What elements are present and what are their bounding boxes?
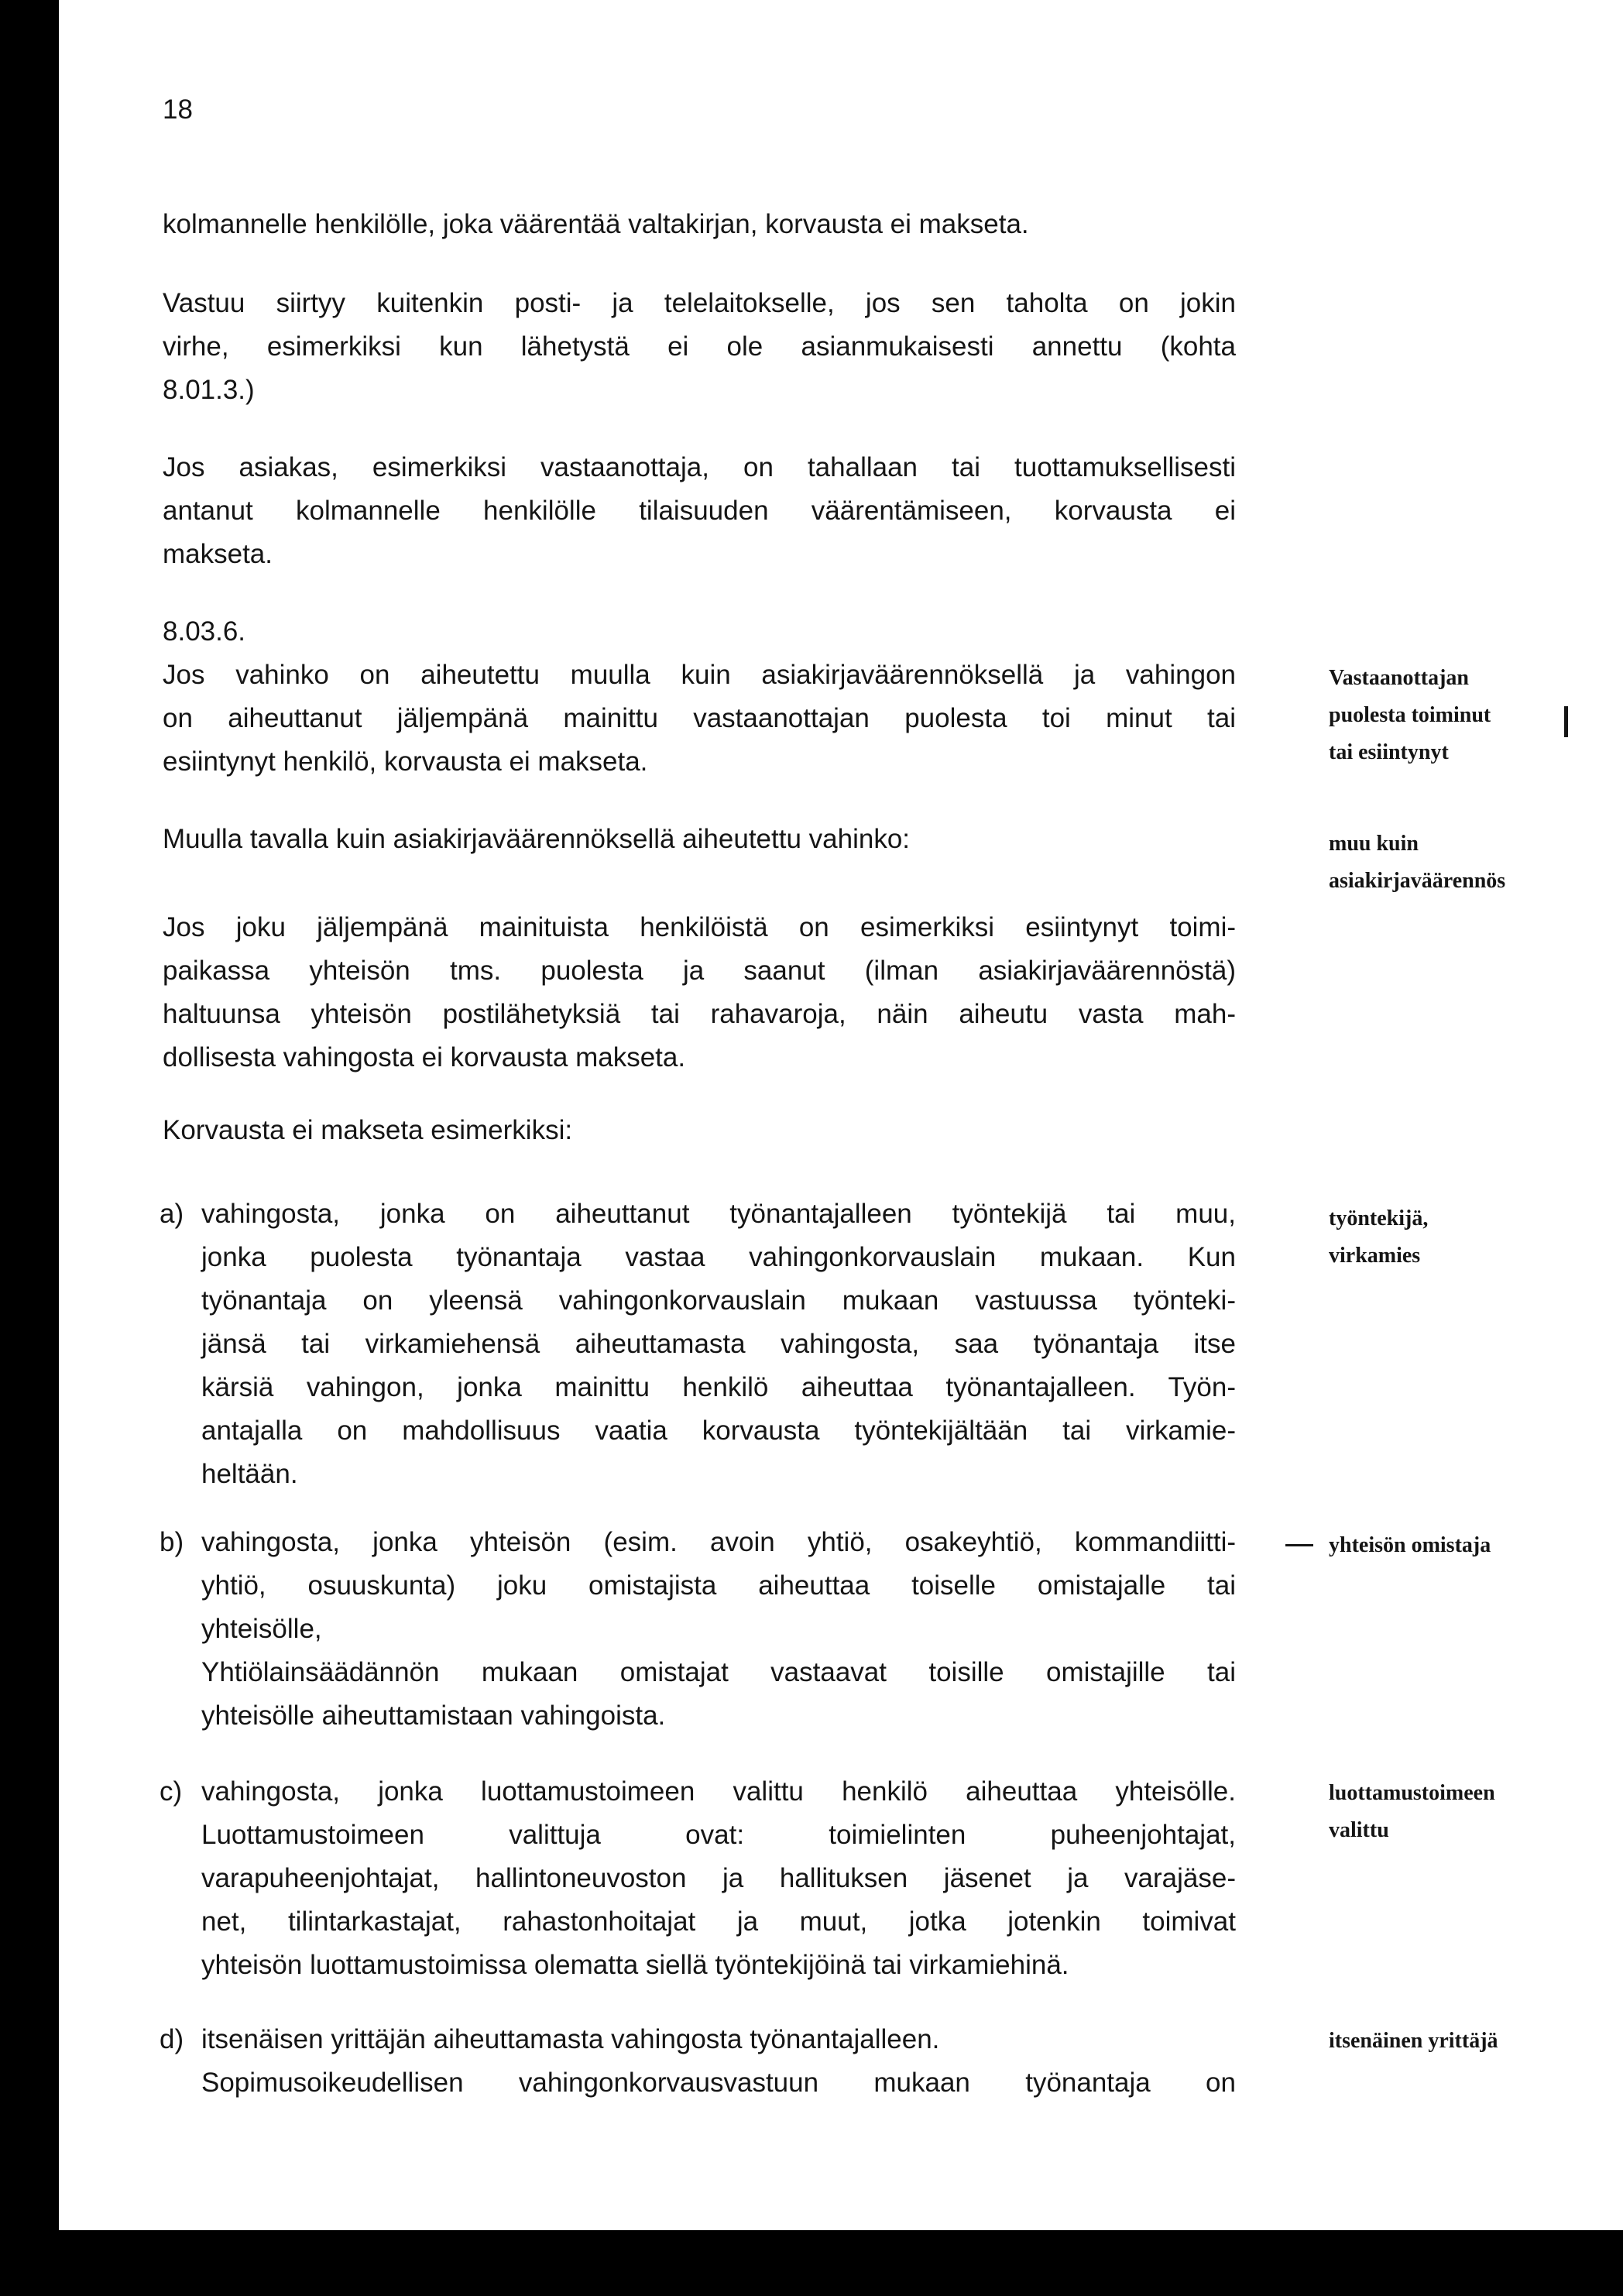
margin-line: Vastaanottajan <box>1329 666 1469 690</box>
text-line: Muulla tavalla kuin asiakirjaväärennöksellä aiheutettu vahinko: <box>163 824 911 854</box>
list-label-b: b) <box>160 1527 184 1557</box>
text-line: yhteisölle aiheuttamistaan vahingoista. <box>201 1701 666 1731</box>
list-item-c <box>201 1770 1236 1987</box>
text-line: haltuunsa yhteisön postilähetyksiä tai rahavaroja, näin aiheutu vasta mah- <box>163 999 1236 1029</box>
margin-bar <box>1564 706 1568 737</box>
margin-line: virkamies <box>1329 1244 1421 1268</box>
text-line: vahingosta, jonka luottamustoimeen valittu henkilö aiheuttaa yhteisölle. <box>201 1776 1236 1807</box>
text-line: on aiheuttanut jäljempänä mainittu vastaanottajan puolesta toi minut tai <box>163 703 1236 733</box>
list-item-b <box>201 1521 1236 1738</box>
margin-line: muu kuin <box>1329 832 1419 856</box>
text-line: net, tilintarkastajat, rahastonhoitajat ja muut, jotka jotenkin toimivat <box>201 1906 1236 1937</box>
margin-note-forgery <box>1329 825 1505 900</box>
paragraph-3 <box>163 446 1236 576</box>
text-line: työnantaja on yleensä vahingonkorvauslain mukaan vastuussa työnteki- <box>201 1285 1236 1316</box>
text-line: kolmannelle henkilölle, joka väärentää valtakirjan, korvausta ei makseta. <box>163 209 1029 239</box>
text-line: vahingosta, jonka yhteisön (esim. avoin yhtiö, osakeyhtiö, kommandiitti- <box>201 1527 1236 1557</box>
margin-line: yhteisön omistaja <box>1329 1533 1491 1557</box>
text-line: vahingosta, jonka on aiheuttanut työnantajalleen työntekijä tai muu, <box>201 1199 1236 1229</box>
text-line: 8.01.3.) <box>163 375 255 405</box>
text-line: makseta. <box>163 539 273 569</box>
text-line: dollisesta vahingosta ei korvausta makseta. <box>163 1042 686 1072</box>
margin-note-owner <box>1329 1527 1491 1564</box>
text-line: Jos vahinko on aiheutettu muulla kuin asiakirjaväärennöksellä ja vahingon <box>163 660 1236 690</box>
margin-note-entrepreneur <box>1329 2023 1498 2060</box>
text-line: Sopimusoikeudellisen vahingonkorvausvastuun mukaan työnantaja on <box>201 2068 1236 2098</box>
list-item-a <box>201 1193 1236 1496</box>
margin-line: valittu <box>1329 1818 1389 1842</box>
section-number: 8.03.6. <box>163 616 246 647</box>
list-label-d: d) <box>160 2024 184 2054</box>
text-line: virhe, esimerkiksi kun lähetystä ei ole asianmukaisesti annettu (kohta <box>163 331 1236 362</box>
paragraph-6 <box>163 906 1236 1079</box>
margin-note-recipient <box>1329 660 1491 771</box>
paragraph-2 <box>163 282 1236 412</box>
text-line: Jos asiakas, esimerkiksi vastaanottaja, on tahallaan tai tuottamuksellisesti <box>163 452 1236 482</box>
text-line: yhtiö, osuuskunta) joku omistajista aiheuttaa toiselle omistajalle tai <box>201 1570 1236 1601</box>
text-line: esiintynyt henkilö, korvausta ei makseta. <box>163 746 648 777</box>
margin-line: itsenäinen yrittäjä <box>1329 2029 1498 2053</box>
text-line: yhteisön luottamustoimissa olematta siellä työntekijöinä tai virkamiehinä. <box>201 1950 1069 1980</box>
margin-line: työntekijä, <box>1329 1206 1429 1230</box>
paragraph-7 <box>163 1109 1236 1152</box>
text-line: Jos joku jäljempänä mainituista henkilöistä on esimerkiksi esiintynyt toimi- <box>163 912 1236 942</box>
list-label-a: a) <box>160 1199 184 1229</box>
margin-dash <box>1285 1544 1313 1546</box>
text-line: kärsiä vahingon, jonka mainittu henkilö aiheuttaa työnantajalleen. Työn- <box>201 1372 1236 1402</box>
text-line: Korvausta ei makseta esimerkiksi: <box>163 1115 573 1145</box>
text-line: antajalla on mahdollisuus vaatia korvausta työntekijältään tai virkamie- <box>201 1416 1236 1446</box>
paragraph-5 <box>163 818 1236 861</box>
text-line: yhteisölle, <box>201 1614 322 1644</box>
list-label-c: c) <box>160 1776 183 1807</box>
text-line: heltään. <box>201 1459 298 1489</box>
margin-note-employee <box>1329 1200 1428 1275</box>
paragraph-4 <box>163 610 1236 784</box>
document-page <box>59 0 1623 2230</box>
text-line: jonka puolesta työnantaja vastaa vahingonkorvauslain mukaan. Kun <box>201 1242 1236 1272</box>
text-line: Yhtiölainsäädännön mukaan omistajat vastaavat toisille omistajille tai <box>201 1657 1236 1687</box>
margin-line: asiakirjaväärennös <box>1329 869 1506 893</box>
text-line: Luottamustoimeen valittuja ovat: toimielinten puheenjohtajat, <box>201 1820 1236 1850</box>
margin-note-trustee <box>1329 1775 1495 1849</box>
text-line: Vastuu siirtyy kuitenkin posti- ja telelaitokselle, jos sen taholta on jokin <box>163 288 1236 318</box>
margin-line: luottamustoimeen <box>1329 1781 1495 1805</box>
text-line: varapuheenjohtajat, hallintoneuvoston ja hallituksen jäsenet ja varajäse- <box>201 1863 1236 1893</box>
text-line: itsenäisen yrittäjän aiheuttamasta vahingosta työnantajalleen. <box>201 2024 940 2054</box>
margin-line: puolesta toiminut <box>1329 703 1491 727</box>
text-line: jänsä tai virkamiehensä aiheuttamasta vahingosta, saa työnantaja itse <box>201 1329 1236 1359</box>
text-line: paikassa yhteisön tms. puolesta ja saanut (ilman asiakirjaväärennöstä) <box>163 956 1236 986</box>
paragraph-1 <box>163 203 1236 246</box>
page-number: 18 <box>163 94 193 125</box>
list-item-d <box>201 2018 1236 2105</box>
text-line: antanut kolmannelle henkilölle tilaisuuden väärentämiseen, korvausta ei <box>163 496 1236 526</box>
margin-line: tai esiintynyt <box>1329 740 1449 764</box>
